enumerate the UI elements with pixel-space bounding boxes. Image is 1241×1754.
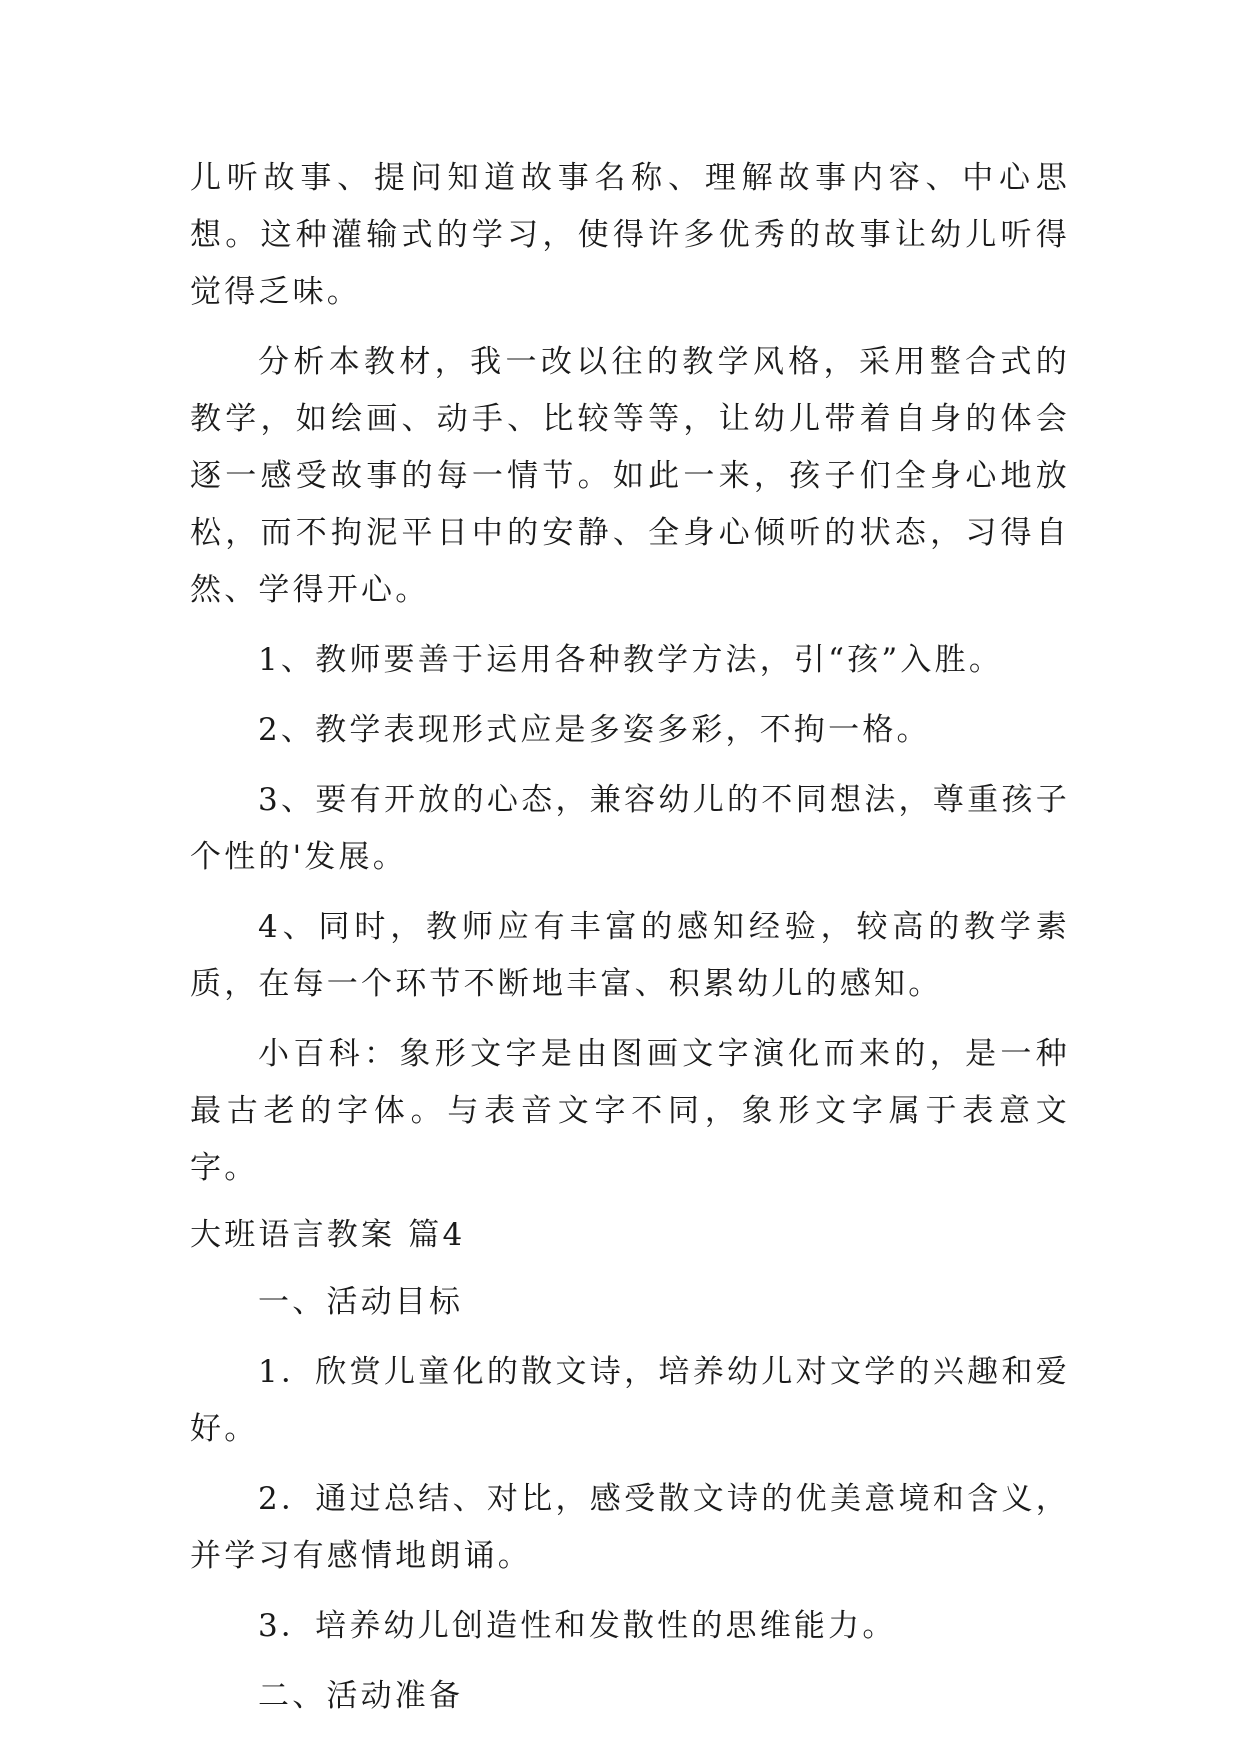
goal-2: 2．通过总结、对比，感受散文诗的优美意境和含义，并学习有感情地朗诵。 bbox=[190, 1481, 1070, 1574]
list-item-2: 2、教学表现形式应是多姿多彩，不拘一格。 bbox=[258, 712, 931, 748]
paragraph-analysis: 分析本教材，我一改以往的教学风格，采用整合式的教学，如绘画、动手、比较等等，让幼儿带着自身的体会逐一感受故事的每一情节。如此一来，孩子们全身心地放松，而不拘泥平日中的安静、全身心倾听的状态，习得自然、学得开心。 bbox=[190, 344, 1070, 608]
section-heading: 大班语言教案 篇4 bbox=[190, 1217, 466, 1253]
document-body bbox=[190, 150, 1070, 1725]
subsection-goals: 一、活动目标 bbox=[258, 1284, 464, 1320]
list-item-3: 3、要有开放的心态，兼容幼儿的不同想法，尊重孩子个性的'发展。 bbox=[190, 782, 1070, 875]
paragraph-continuation: 儿听故事、提问知道故事名称、理解故事内容、中心思想。这种灌输式的学习，使得许多优秀的故事让幼儿听得觉得乏味。 bbox=[190, 160, 1070, 310]
list-item-1: 1、教师要善于运用各种教学方法，引“孩”入胜。 bbox=[258, 642, 1004, 678]
goal-1: 1．欣赏儿童化的散文诗，培养幼儿对文学的兴趣和爱好。 bbox=[190, 1354, 1070, 1447]
encyclopedia-note: 小百科：象形文字是由图画文字演化而来的，是一种最古老的字体。与表音文字不同，象形文字属于表意文字。 bbox=[190, 1036, 1070, 1186]
subsection-preparation: 二、活动准备 bbox=[258, 1678, 464, 1714]
list-item-4: 4、同时，教师应有丰富的感知经验，较高的教学素质，在每一个环节不断地丰富、积累幼儿的感知。 bbox=[190, 909, 1070, 1002]
goal-3: 3．培养幼儿创造性和发散性的思维能力。 bbox=[258, 1608, 897, 1644]
